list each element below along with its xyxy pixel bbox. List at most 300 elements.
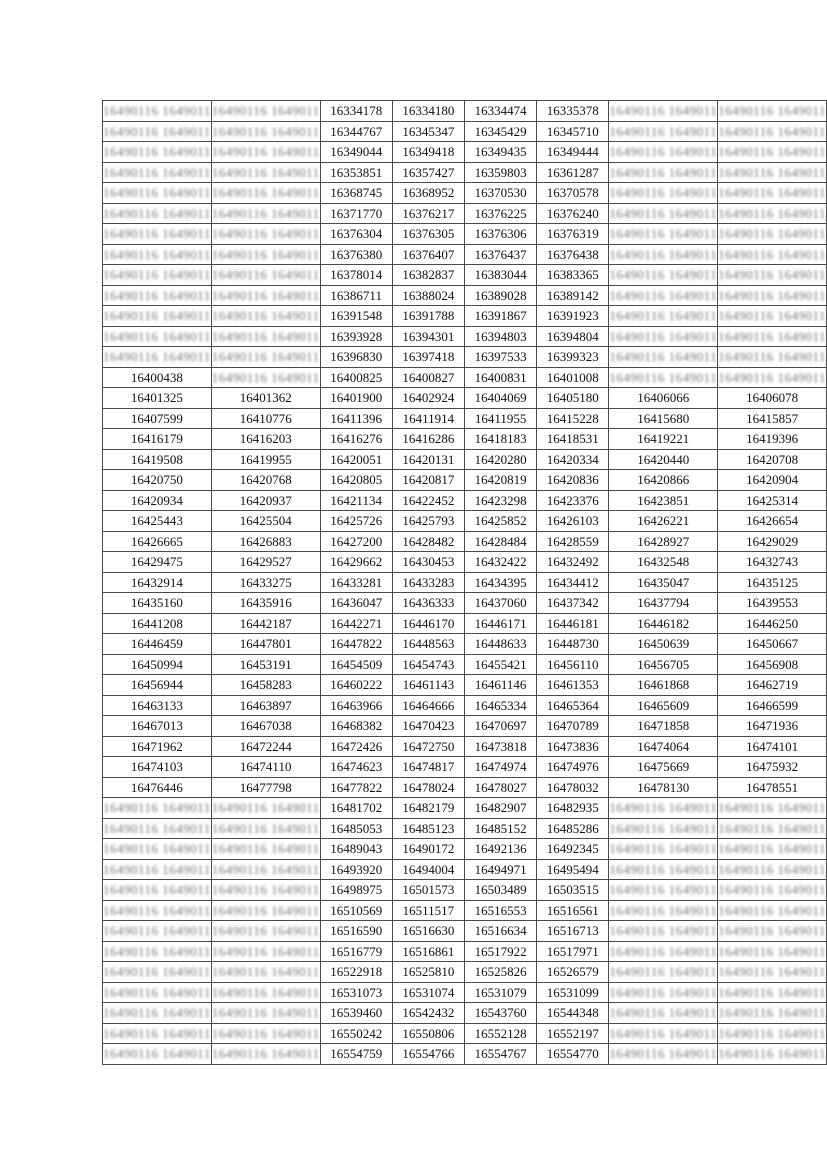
table-cell: 16425314 xyxy=(718,490,827,511)
table-cell: 16461353 xyxy=(537,675,609,696)
table-cell: 16420817 xyxy=(392,470,464,491)
table-row xyxy=(103,531,827,552)
blurred-cell: 16490116 1649011 xyxy=(609,347,718,368)
table-cell: 16422452 xyxy=(392,490,464,511)
blurred-cell: 16490116 1649011 xyxy=(609,982,718,1003)
blurred-cell: 16490116 1649011 xyxy=(609,1044,718,1065)
table-cell: 16467038 xyxy=(211,716,320,737)
table-row xyxy=(103,1023,827,1044)
blurred-cell: 16490116 1649011 xyxy=(211,921,320,942)
table-cell: 16429662 xyxy=(320,552,392,573)
table-cell: 16376380 xyxy=(320,244,392,265)
blurred-cell: 16490116 1649011 xyxy=(103,880,212,901)
table-row xyxy=(103,613,827,634)
table-cell: 16423376 xyxy=(537,490,609,511)
table-cell: 16517971 xyxy=(537,941,609,962)
table-row xyxy=(103,818,827,839)
table-row xyxy=(103,654,827,675)
table-cell: 16474817 xyxy=(392,757,464,778)
table-cell: 16448563 xyxy=(392,634,464,655)
table-cell: 16531074 xyxy=(392,982,464,1003)
table-cell: 16421134 xyxy=(320,490,392,511)
table-cell: 16383044 xyxy=(465,265,537,286)
table-cell: 16428559 xyxy=(537,531,609,552)
table-cell: 16463897 xyxy=(211,695,320,716)
table-cell: 16441208 xyxy=(103,613,212,634)
blurred-cell: 16490116 1649011 xyxy=(609,142,718,163)
table-row xyxy=(103,859,827,880)
table-cell: 16376217 xyxy=(392,203,464,224)
blurred-cell: 16490116 1649011 xyxy=(103,1044,212,1065)
table-cell: 16420750 xyxy=(103,470,212,491)
table-row xyxy=(103,224,827,245)
blurred-cell: 16490116 1649011 xyxy=(718,1044,827,1065)
table-cell: 16474976 xyxy=(537,757,609,778)
table-cell: 16493920 xyxy=(320,859,392,880)
table-cell: 16446182 xyxy=(609,613,718,634)
blurred-cell: 16490116 1649011 xyxy=(718,162,827,183)
table-cell: 16456908 xyxy=(718,654,827,675)
table-row xyxy=(103,675,827,696)
table-cell: 16463133 xyxy=(103,695,212,716)
table-cell: 16435160 xyxy=(103,593,212,614)
table-cell: 16401362 xyxy=(211,388,320,409)
table-cell: 16554766 xyxy=(392,1044,464,1065)
table-cell: 16472244 xyxy=(211,736,320,757)
table-cell: 16391788 xyxy=(392,306,464,327)
table-cell: 16397533 xyxy=(465,347,537,368)
blurred-cell: 16490116 1649011 xyxy=(211,306,320,327)
table-cell: 16554770 xyxy=(537,1044,609,1065)
table-cell: 16461868 xyxy=(609,675,718,696)
table-cell: 16465364 xyxy=(537,695,609,716)
blurred-cell: 16490116 1649011 xyxy=(718,367,827,388)
table-cell: 16522918 xyxy=(320,962,392,983)
table-row xyxy=(103,449,827,470)
table-cell: 16470697 xyxy=(465,716,537,737)
table-cell: 16455421 xyxy=(465,654,537,675)
table-cell: 16344767 xyxy=(320,121,392,142)
table-cell: 16349044 xyxy=(320,142,392,163)
table-row xyxy=(103,982,827,1003)
blurred-cell: 16490116 1649011 xyxy=(211,1003,320,1024)
table-cell: 16464666 xyxy=(392,695,464,716)
blurred-cell: 16490116 1649011 xyxy=(718,818,827,839)
table-cell: 16462719 xyxy=(718,675,827,696)
table-cell: 16420334 xyxy=(537,449,609,470)
table-cell: 16472750 xyxy=(392,736,464,757)
table-cell: 16447801 xyxy=(211,634,320,655)
table-cell: 16428484 xyxy=(465,531,537,552)
table-cell: 16552128 xyxy=(465,1023,537,1044)
table-cell: 16446170 xyxy=(392,613,464,634)
table-cell: 16485152 xyxy=(465,818,537,839)
table-cell: 16397418 xyxy=(392,347,464,368)
table-cell: 16465334 xyxy=(465,695,537,716)
table-row xyxy=(103,921,827,942)
table-row xyxy=(103,142,827,163)
blurred-cell: 16490116 1649011 xyxy=(609,900,718,921)
table-cell: 16474974 xyxy=(465,757,537,778)
table-cell: 16415857 xyxy=(718,408,827,429)
table-row xyxy=(103,490,827,511)
table-row xyxy=(103,408,827,429)
table-row xyxy=(103,203,827,224)
table-row xyxy=(103,798,827,819)
table-cell: 16550242 xyxy=(320,1023,392,1044)
table-cell: 16473818 xyxy=(465,736,537,757)
table-cell: 16349435 xyxy=(465,142,537,163)
table-cell: 16428482 xyxy=(392,531,464,552)
table-row xyxy=(103,716,827,737)
blurred-cell: 16490116 1649011 xyxy=(609,183,718,204)
table-cell: 16531079 xyxy=(465,982,537,1003)
blurred-cell: 16490116 1649011 xyxy=(609,839,718,860)
blurred-cell: 16490116 1649011 xyxy=(211,367,320,388)
table-cell: 16466599 xyxy=(718,695,827,716)
table-cell: 16475932 xyxy=(718,757,827,778)
table-cell: 16405180 xyxy=(537,388,609,409)
table-cell: 16430453 xyxy=(392,552,464,573)
table-cell: 16420937 xyxy=(211,490,320,511)
table-cell: 16492136 xyxy=(465,839,537,860)
table-cell: 16511517 xyxy=(392,900,464,921)
table-cell: 16378014 xyxy=(320,265,392,286)
table-cell: 16552197 xyxy=(537,1023,609,1044)
blurred-cell: 16490116 1649011 xyxy=(609,265,718,286)
table-cell: 16470789 xyxy=(537,716,609,737)
blurred-cell: 16490116 1649011 xyxy=(718,941,827,962)
table-cell: 16420051 xyxy=(320,449,392,470)
table-cell: 16478027 xyxy=(465,777,537,798)
table-cell: 16434412 xyxy=(537,572,609,593)
table-cell: 16420836 xyxy=(537,470,609,491)
table-row xyxy=(103,347,827,368)
table-row xyxy=(103,162,827,183)
blurred-cell: 16490116 1649011 xyxy=(103,101,212,122)
table-cell: 16481702 xyxy=(320,798,392,819)
blurred-cell: 16490116 1649011 xyxy=(609,244,718,265)
table-cell: 16345429 xyxy=(465,121,537,142)
table-cell: 16419955 xyxy=(211,449,320,470)
table-cell: 16429475 xyxy=(103,552,212,573)
blurred-cell: 16490116 1649011 xyxy=(103,244,212,265)
table-cell: 16435916 xyxy=(211,593,320,614)
table-cell: 16426654 xyxy=(718,511,827,532)
table-cell: 16432548 xyxy=(609,552,718,573)
blurred-cell: 16490116 1649011 xyxy=(609,326,718,347)
table-cell: 16516779 xyxy=(320,941,392,962)
table-cell: 16410776 xyxy=(211,408,320,429)
table-cell: 16454509 xyxy=(320,654,392,675)
blurred-cell: 16490116 1649011 xyxy=(718,121,827,142)
table-cell: 16477822 xyxy=(320,777,392,798)
blurred-cell: 16490116 1649011 xyxy=(103,224,212,245)
blurred-cell: 16490116 1649011 xyxy=(718,306,827,327)
table-cell: 16478032 xyxy=(537,777,609,798)
table-cell: 16501573 xyxy=(392,880,464,901)
table-cell: 16470423 xyxy=(392,716,464,737)
table-cell: 16400831 xyxy=(465,367,537,388)
table-cell: 16345710 xyxy=(537,121,609,142)
table-cell: 16485123 xyxy=(392,818,464,839)
table-cell: 16471858 xyxy=(609,716,718,737)
table-row xyxy=(103,962,827,983)
table-cell: 16434395 xyxy=(465,572,537,593)
blurred-cell: 16490116 1649011 xyxy=(103,121,212,142)
table-cell: 16453191 xyxy=(211,654,320,675)
table-cell: 16357427 xyxy=(392,162,464,183)
table-cell: 16391548 xyxy=(320,306,392,327)
blurred-cell: 16490116 1649011 xyxy=(211,244,320,265)
table-cell: 16454743 xyxy=(392,654,464,675)
blurred-cell: 16490116 1649011 xyxy=(211,982,320,1003)
table-cell: 16489043 xyxy=(320,839,392,860)
table-cell: 16400827 xyxy=(392,367,464,388)
table-cell: 16471962 xyxy=(103,736,212,757)
table-cell: 16531073 xyxy=(320,982,392,1003)
blurred-cell: 16490116 1649011 xyxy=(211,121,320,142)
table-cell: 16482907 xyxy=(465,798,537,819)
table-cell: 16474064 xyxy=(609,736,718,757)
table-row xyxy=(103,695,827,716)
table-cell: 16370578 xyxy=(537,183,609,204)
table-row xyxy=(103,552,827,573)
blurred-cell: 16490116 1649011 xyxy=(211,941,320,962)
table-cell: 16550806 xyxy=(392,1023,464,1044)
table-cell: 16467013 xyxy=(103,716,212,737)
table-cell: 16450639 xyxy=(609,634,718,655)
blurred-cell: 16490116 1649011 xyxy=(103,326,212,347)
table-cell: 16370530 xyxy=(465,183,537,204)
blurred-cell: 16490116 1649011 xyxy=(211,347,320,368)
table-cell: 16376240 xyxy=(537,203,609,224)
table-cell: 16426883 xyxy=(211,531,320,552)
blurred-cell: 16490116 1649011 xyxy=(211,962,320,983)
blurred-cell: 16490116 1649011 xyxy=(103,265,212,286)
table-cell: 16482935 xyxy=(537,798,609,819)
table-row xyxy=(103,777,827,798)
table-cell: 16439553 xyxy=(718,593,827,614)
blurred-cell: 16490116 1649011 xyxy=(103,798,212,819)
table-cell: 16485286 xyxy=(537,818,609,839)
table-cell: 16446181 xyxy=(537,613,609,634)
table-cell: 16442187 xyxy=(211,613,320,634)
table-cell: 16416203 xyxy=(211,429,320,450)
table-cell: 16394803 xyxy=(465,326,537,347)
table-cell: 16516590 xyxy=(320,921,392,942)
blurred-cell: 16490116 1649011 xyxy=(609,962,718,983)
table-cell: 16478551 xyxy=(718,777,827,798)
table-cell: 16389028 xyxy=(465,285,537,306)
table-row xyxy=(103,736,827,757)
table-cell: 16400438 xyxy=(103,367,212,388)
blurred-cell: 16490116 1649011 xyxy=(211,880,320,901)
table-cell: 16446459 xyxy=(103,634,212,655)
table-cell: 16478024 xyxy=(392,777,464,798)
table-cell: 16425726 xyxy=(320,511,392,532)
table-row xyxy=(103,757,827,778)
table-cell: 16420904 xyxy=(718,470,827,491)
blurred-cell: 16490116 1649011 xyxy=(718,798,827,819)
blurred-cell: 16490116 1649011 xyxy=(211,859,320,880)
table-cell: 16461143 xyxy=(392,675,464,696)
table-cell: 16446250 xyxy=(718,613,827,634)
table-cell: 16423851 xyxy=(609,490,718,511)
table-row xyxy=(103,470,827,491)
table-cell: 16432492 xyxy=(537,552,609,573)
table-cell: 16531099 xyxy=(537,982,609,1003)
table-cell: 16475669 xyxy=(609,757,718,778)
blurred-cell: 16490116 1649011 xyxy=(718,244,827,265)
table-cell: 16476446 xyxy=(103,777,212,798)
table-cell: 16411914 xyxy=(392,408,464,429)
table-row xyxy=(103,1003,827,1024)
table-cell: 16386711 xyxy=(320,285,392,306)
table-cell: 16383365 xyxy=(537,265,609,286)
blurred-cell: 16490116 1649011 xyxy=(103,347,212,368)
table-cell: 16498975 xyxy=(320,880,392,901)
table-row xyxy=(103,839,827,860)
table-row xyxy=(103,121,827,142)
table-cell: 16393928 xyxy=(320,326,392,347)
blurred-cell: 16490116 1649011 xyxy=(609,367,718,388)
blurred-cell: 16490116 1649011 xyxy=(103,921,212,942)
table-cell: 16335378 xyxy=(537,101,609,122)
table-cell: 16388024 xyxy=(392,285,464,306)
blurred-cell: 16490116 1649011 xyxy=(609,818,718,839)
blurred-cell: 16490116 1649011 xyxy=(609,921,718,942)
table-cell: 16542432 xyxy=(392,1003,464,1024)
table-cell: 16473836 xyxy=(537,736,609,757)
table-cell: 16420708 xyxy=(718,449,827,470)
blurred-cell: 16490116 1649011 xyxy=(103,1023,212,1044)
blurred-cell: 16490116 1649011 xyxy=(211,818,320,839)
table-cell: 16389142 xyxy=(537,285,609,306)
blurred-cell: 16490116 1649011 xyxy=(718,326,827,347)
table-cell: 16474110 xyxy=(211,757,320,778)
blurred-cell: 16490116 1649011 xyxy=(718,347,827,368)
blurred-cell: 16490116 1649011 xyxy=(609,285,718,306)
table-cell: 16359803 xyxy=(465,162,537,183)
table-cell: 16437342 xyxy=(537,593,609,614)
table-cell: 16474623 xyxy=(320,757,392,778)
table-cell: 16516634 xyxy=(465,921,537,942)
table-cell: 16376225 xyxy=(465,203,537,224)
blurred-cell: 16490116 1649011 xyxy=(103,162,212,183)
table-row xyxy=(103,306,827,327)
table-cell: 16428927 xyxy=(609,531,718,552)
blurred-cell: 16490116 1649011 xyxy=(609,859,718,880)
table-cell: 16420866 xyxy=(609,470,718,491)
blurred-cell: 16490116 1649011 xyxy=(609,798,718,819)
table-cell: 16415680 xyxy=(609,408,718,429)
table-cell: 16494971 xyxy=(465,859,537,880)
table-cell: 16432422 xyxy=(465,552,537,573)
table-cell: 16420280 xyxy=(465,449,537,470)
table-cell: 16494004 xyxy=(392,859,464,880)
blurred-cell: 16490116 1649011 xyxy=(103,306,212,327)
table-cell: 16415228 xyxy=(537,408,609,429)
table-cell: 16411396 xyxy=(320,408,392,429)
table-cell: 16461146 xyxy=(465,675,537,696)
table-row xyxy=(103,101,827,122)
table-cell: 16503489 xyxy=(465,880,537,901)
blurred-cell: 16490116 1649011 xyxy=(609,224,718,245)
blurred-cell: 16490116 1649011 xyxy=(718,285,827,306)
blurred-cell: 16490116 1649011 xyxy=(103,183,212,204)
table-cell: 16474101 xyxy=(718,736,827,757)
table-cell: 16432914 xyxy=(103,572,212,593)
blurred-cell: 16490116 1649011 xyxy=(211,1044,320,1065)
table-cell: 16554759 xyxy=(320,1044,392,1065)
table-cell: 16425504 xyxy=(211,511,320,532)
table-cell: 16376319 xyxy=(537,224,609,245)
blurred-cell: 16490116 1649011 xyxy=(211,101,320,122)
table-cell: 16404069 xyxy=(465,388,537,409)
table-cell: 16425443 xyxy=(103,511,212,532)
table-cell: 16478130 xyxy=(609,777,718,798)
table-row xyxy=(103,941,827,962)
table-cell: 16460222 xyxy=(320,675,392,696)
table-cell: 16376304 xyxy=(320,224,392,245)
table-cell: 16407599 xyxy=(103,408,212,429)
table-cell: 16429029 xyxy=(718,531,827,552)
table-cell: 16382837 xyxy=(392,265,464,286)
table-cell: 16456110 xyxy=(537,654,609,675)
table-cell: 16396830 xyxy=(320,347,392,368)
blurred-cell: 16490116 1649011 xyxy=(211,798,320,819)
number-table-body xyxy=(103,101,827,1065)
table-cell: 16525826 xyxy=(465,962,537,983)
table-cell: 16420805 xyxy=(320,470,392,491)
blurred-cell: 16490116 1649011 xyxy=(718,183,827,204)
blurred-cell: 16490116 1649011 xyxy=(211,224,320,245)
table-row xyxy=(103,429,827,450)
table-cell: 16368952 xyxy=(392,183,464,204)
table-cell: 16420819 xyxy=(465,470,537,491)
table-row xyxy=(103,183,827,204)
table-row xyxy=(103,593,827,614)
blurred-cell: 16490116 1649011 xyxy=(103,203,212,224)
table-cell: 16544348 xyxy=(537,1003,609,1024)
table-cell: 16419221 xyxy=(609,429,718,450)
blurred-cell: 16490116 1649011 xyxy=(211,265,320,286)
blurred-cell: 16490116 1649011 xyxy=(718,203,827,224)
table-cell: 16516861 xyxy=(392,941,464,962)
table-cell: 16435047 xyxy=(609,572,718,593)
table-row xyxy=(103,285,827,306)
table-cell: 16433283 xyxy=(392,572,464,593)
table-cell: 16406078 xyxy=(718,388,827,409)
table-cell: 16349418 xyxy=(392,142,464,163)
blurred-cell: 16490116 1649011 xyxy=(103,1003,212,1024)
table-cell: 16420440 xyxy=(609,449,718,470)
table-row xyxy=(103,326,827,347)
blurred-cell: 16490116 1649011 xyxy=(103,285,212,306)
table-cell: 16426103 xyxy=(537,511,609,532)
blurred-cell: 16490116 1649011 xyxy=(718,900,827,921)
table-cell: 16446171 xyxy=(465,613,537,634)
table-row xyxy=(103,265,827,286)
blurred-cell: 16490116 1649011 xyxy=(103,900,212,921)
table-cell: 16525810 xyxy=(392,962,464,983)
blurred-cell: 16490116 1649011 xyxy=(211,183,320,204)
table-cell: 16436047 xyxy=(320,593,392,614)
table-cell: 16477798 xyxy=(211,777,320,798)
table-cell: 16468382 xyxy=(320,716,392,737)
blurred-cell: 16490116 1649011 xyxy=(103,859,212,880)
